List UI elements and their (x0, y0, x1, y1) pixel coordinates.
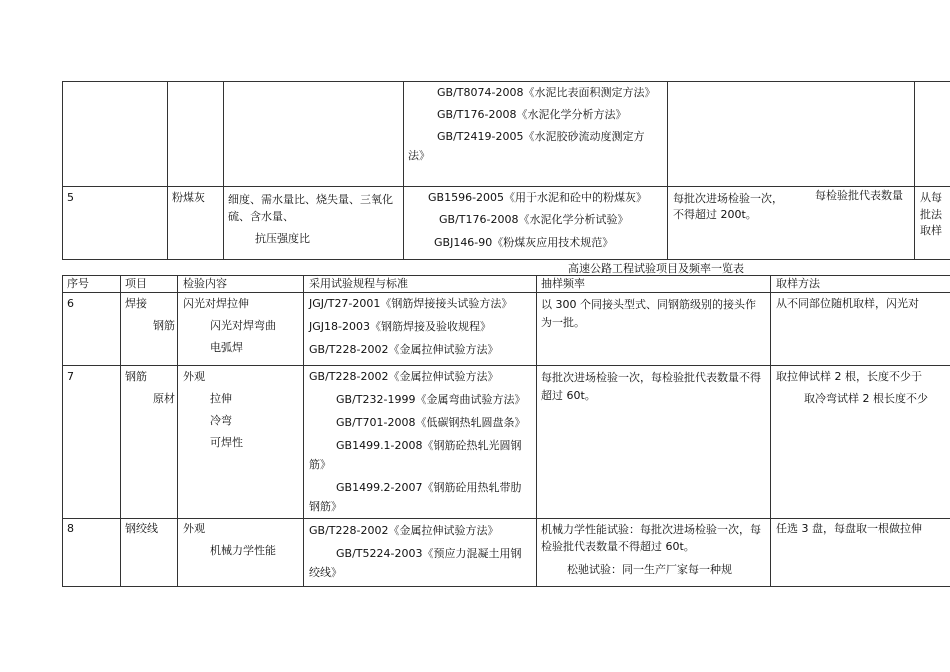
lower-table-col-line (536, 275, 537, 586)
row-frequency: 超过 60t。 (541, 389, 596, 402)
row-content: 硫、含水量、 (228, 210, 294, 223)
standard-line: GB1499.1-2008《钢筋砼热轧光圆钢 (336, 439, 522, 452)
row-item: 钢绞线 (125, 522, 158, 535)
lower-table-col-line (770, 275, 771, 586)
lower-table-row-divider (62, 365, 950, 366)
upper-table-col-line (667, 81, 668, 259)
standard-line: GB/T8074-2008《水泥比表面积测定方法》 (437, 86, 656, 99)
standard-line: JGJ18-2003《钢筋焊接及验收规程》 (309, 320, 491, 333)
standard-line: JGJ/T27-2001《钢筋焊接接头试验方法》 (309, 297, 513, 310)
row-sample: 取样 (920, 224, 942, 237)
row-frequency: 为一批。 (541, 316, 585, 329)
row-sample: 任选 3 盘，每盘取一根做拉伸 (776, 522, 922, 535)
lower-table-col-line (177, 275, 178, 586)
header-content: 检验内容 (183, 277, 227, 290)
standard-line: GB/T2419-2005《水泥胶砂流动度测定方 (437, 130, 645, 143)
row-content: 机械力学性能 (210, 544, 276, 557)
lower-table-header-divider (62, 292, 950, 293)
row-content: 细度、需水量比、烧失量、三氧化 (228, 193, 393, 206)
header-item: 项目 (125, 277, 147, 290)
row-number: 6 (67, 297, 74, 310)
lower-table-bottom-border (62, 586, 950, 587)
row-frequency: 每批次进场检验一次， (673, 192, 783, 205)
upper-table-col-line (914, 81, 915, 259)
lower-table-col-line (62, 275, 63, 586)
row-item: 焊接 (125, 297, 147, 310)
standard-line: GB/T228-2002《金属拉伸试验方法》 (309, 370, 499, 383)
row-item: 钢筋 (125, 370, 147, 383)
row-item: 粉煤灰 (172, 191, 205, 204)
row-sample: 取冷弯试样 2 根长度不少 (804, 392, 928, 405)
standard-line: 绞线》 (309, 566, 342, 579)
standard-line: GB/T176-2008《水泥化学分析试验》 (439, 213, 629, 226)
upper-table-bottom-border (62, 259, 950, 260)
header-frequency: 抽样频率 (541, 277, 585, 290)
row-frequency: 每检验批代表数量 (815, 189, 903, 202)
header-standard: 采用试验规程与标准 (309, 277, 408, 290)
standard-line: GB/T176-2008《水泥化学分析方法》 (437, 108, 627, 121)
upper-table-col-line (403, 81, 404, 259)
upper-table-top-border (62, 81, 950, 82)
upper-table-row-divider (62, 186, 950, 187)
row-content: 电弧焊 (210, 341, 243, 354)
header-no: 序号 (67, 277, 89, 290)
lower-table-col-line (303, 275, 304, 586)
row-content: 外观 (183, 522, 205, 535)
row-item: 原材 (153, 392, 175, 405)
standard-line: GBJ146-90《粉煤灰应用技术规范》 (434, 236, 614, 249)
lower-table-col-line (120, 275, 121, 586)
row-frequency: 检验批代表数量不得超过 60t。 (541, 540, 695, 553)
row-sample: 从不同部位随机取样，闪光对 (776, 297, 919, 310)
header-sample: 取样方法 (776, 277, 820, 290)
row-content: 冷弯 (210, 414, 232, 427)
table-caption: 高速公路工程试验项目及频率一览表 (568, 262, 744, 275)
standard-line: GB/T5224-2003《预应力混凝土用钢 (336, 547, 522, 560)
row-number: 5 (67, 191, 74, 204)
standard-line: GB/T228-2002《金属拉伸试验方法》 (309, 343, 499, 356)
row-number: 7 (67, 370, 74, 383)
standard-line: 筋》 (309, 458, 331, 471)
standard-line: 钢筋》 (309, 500, 342, 513)
upper-table-col-line (167, 81, 168, 259)
lower-table-row-divider (62, 518, 950, 519)
standard-line: GB/T232-1999《金属弯曲试验方法》 (336, 393, 526, 406)
standard-line: GB/T701-2008《低碳钢热轧圆盘条》 (336, 416, 526, 429)
row-content: 外观 (183, 370, 205, 383)
row-content: 可焊性 (210, 436, 243, 449)
row-content: 拉伸 (210, 392, 232, 405)
lower-table-top-border (62, 275, 950, 276)
row-frequency: 以 300 个同接头型式、同钢筋级别的接头作 (541, 298, 756, 311)
standard-line: GB1596-2005《用于水泥和砼中的粉煤灰》 (428, 191, 648, 204)
row-frequency: 不得超过 200t。 (673, 208, 757, 221)
row-content: 闪光对焊拉伸 (183, 297, 249, 310)
row-content: 闪光对焊弯曲 (210, 319, 276, 332)
row-sample: 取拉伸试样 2 根，长度不少于 (776, 370, 922, 383)
row-frequency: 每批次进场检验一次，每检验批代表数量不得 (541, 371, 761, 384)
upper-table-col-line (62, 81, 63, 259)
row-sample: 批法 (920, 208, 942, 221)
row-frequency: 机械力学性能试验：每批次进场检验一次，每 (541, 523, 761, 536)
row-number: 8 (67, 522, 74, 535)
row-frequency: 松驰试验：同一生产厂家每一种规 (567, 563, 732, 576)
standard-line: GB1499.2-2007《钢筋砼用热轧带肋 (336, 481, 522, 494)
standard-line: 法》 (408, 149, 430, 162)
row-sample: 从每 (920, 191, 942, 204)
row-item: 钢筋 (153, 319, 175, 332)
standard-line: GB/T228-2002《金属拉伸试验方法》 (309, 524, 499, 537)
upper-table-col-line (223, 81, 224, 259)
row-content: 抗压强度比 (255, 232, 310, 245)
